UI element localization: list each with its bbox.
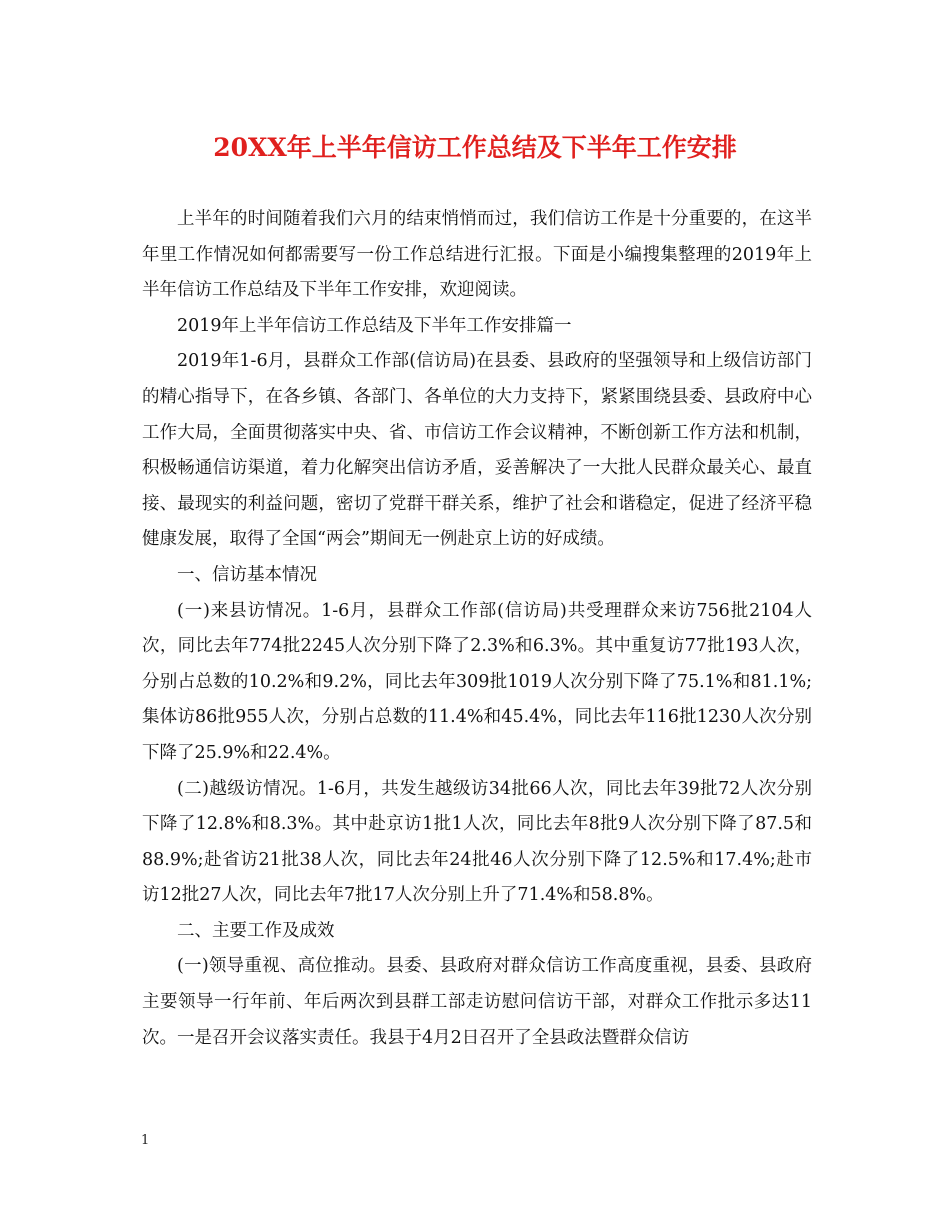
section-heading-basic: 一、信访基本情况 bbox=[177, 564, 317, 585]
paragraph-county-visits: (一)来县访情况。1-6月，县群众工作部(信访局)共受理群众来访756批2104人次，同比去年774批2245人次分别下降了2.3%和6.3%。其中重复访77批193人次，分别占总数的10.2%和9.2%，同比去年309批1019人次分别下降了75.1%和81.1%;集体访86批955人次，分别占总数的11.4%和45.4%，同比去年116批1230人次分别下降了25.9%和22.4%。 bbox=[142, 600, 812, 763]
paragraph-leadership: (一)领导重视、高位推动。县委、县政府对群众信访工作高度重视，县委、县政府主要领导一行年前、年后两次到县群工部走访慰问信访干部，对群众工作批示多达11次。一是召开会议落实责任。我县于4月2日召开了全县政法暨群众信访 bbox=[142, 956, 812, 1048]
paragraph-overview: 2019年1-6月，县群众工作部(信访局)在县委、县政府的坚强领导和上级信访部门的精心指导下，在各乡镇、各部门、各单位的大力支持下，紧紧围绕县委、县政府中心工作大局，全面贯彻落实中央、省、市信访工作会议精神，不断创新工作方法和机制，积极畅通信访渠道，着力化解突出信访矛盾，妥善解决了一大批人民群众最关心、最直接、最现实的利益问题，密切了党群干群关系，维护了社会和谐稳定，促进了经济平稳健康发展，取得了全国“两会”期间无一例赴京上访的好成绩。 bbox=[142, 351, 812, 550]
paragraph-overlevel-visits: (二)越级访情况。1-6月，共发生越级访34批66人次，同比去年39批72人次分别下降了12.8%和8.3%。其中赴京访1批1人次，同比去年8批9人次分别下降了87.5和88.9%;赴省访21批38人次，同比去年24批46人次分别下降了12.5%和17.4%;赴市访12批27人次，同比去年7批17人次分别上升了71.4%和58.8%。 bbox=[142, 778, 812, 906]
page-number: 1 bbox=[141, 1133, 150, 1148]
section-heading-main-work: 二、主要工作及成效 bbox=[177, 920, 335, 941]
document-body bbox=[142, 202, 812, 1056]
paragraph-intro: 上半年的时间随着我们六月的结束悄悄而过，我们信访工作是十分重要的，在这半年里工作情况如何都需要写一份工作总结进行汇报。下面是小编搜集整理的2019年上半年信访工作总结及下半年工作安排，欢迎阅读。 bbox=[142, 209, 812, 301]
document-title: 20XX年上半年信访工作总结及下半年工作安排 bbox=[213, 133, 737, 162]
paragraph-subtitle: 2019年上半年信访工作总结及下半年工作安排篇一 bbox=[177, 315, 572, 336]
